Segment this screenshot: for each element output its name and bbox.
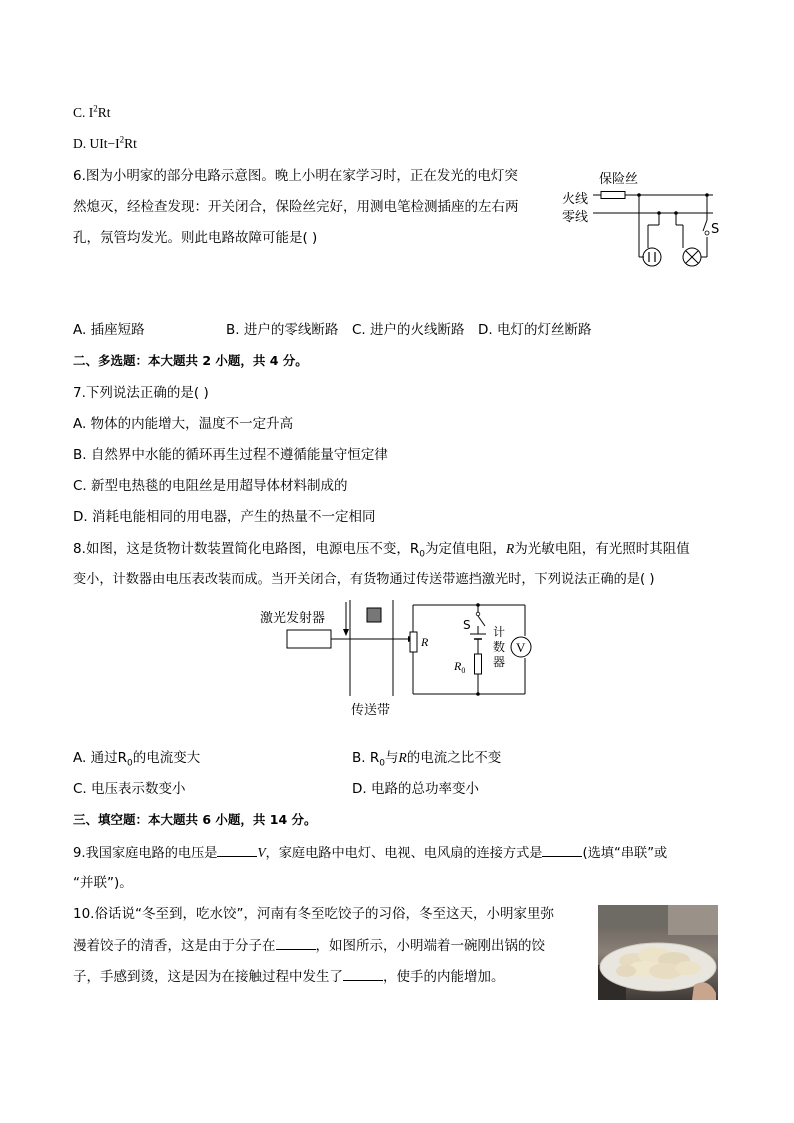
counter-label-1: 计	[493, 625, 506, 639]
q7-option-a: A. 物体的内能增大，温度不一定升高	[73, 416, 294, 432]
belt-label: 传送带	[351, 703, 391, 718]
q5-option-d: D. $UIt-I^2Rt$	[73, 134, 137, 151]
dumplings-photo	[598, 905, 718, 1000]
q8-option-b: B. $R_0$与R的电流之比不变	[352, 750, 502, 769]
laser-emitter	[287, 630, 331, 648]
section2-heading: 二、多选题：本大题共 2 小题，共 4 分。	[73, 353, 308, 368]
q7-option-b: B. 自然界中水能的循环再生过程不遵循能量守恒定律	[73, 447, 388, 463]
switch-symbol	[478, 616, 485, 626]
resistor-r0	[475, 654, 482, 674]
q9-stem-line2: “并联”)。	[73, 875, 133, 891]
q8-stem-line1: 8.如图，这是货物计数装置简化电路图，电源电压不变，$R_0$为定值电阻，R为光敏电阻，有光照时其阻值	[73, 541, 690, 560]
counter-label-2: 数	[493, 640, 506, 654]
r-label: R	[421, 635, 429, 649]
fuse-label: 保险丝	[599, 172, 639, 187]
switch-label: S	[711, 222, 720, 237]
q10-stem-line1: 10.俗话说“冬至到，吃水饺”，河南有冬至吃饺子的习俗，冬至这天，小明家里弥	[73, 906, 554, 922]
q8-option-c: C. 电压表示数变小	[73, 781, 186, 797]
q6-stem-line1: 6.图为小明家的部分电路示意图。晚上小明在家学习时，正在发光的电灯突	[73, 168, 518, 184]
q9-stem-line1: 9.我国家庭电路的电压是 V，家庭电路中电灯、电视、电风扇的连接方式是 (选填“串联”或	[73, 842, 667, 864]
q6-option-d: D. 电灯的灯丝断路	[478, 322, 592, 338]
q6-stem-line2: 然熄灭，经检查发现：开关闭合，保险丝完好，用测电笔检测插座的左右两	[73, 199, 519, 215]
voltmeter-label: V	[516, 640, 526, 655]
q6-option-a: A. 插座短路	[73, 322, 145, 338]
q8-stem-line2: 变小，计数器由电压表改装而成。当开关闭合，有货物通过传送带遮挡激光时，下列说法正确的是( )	[73, 572, 655, 587]
switch-symbol	[703, 220, 707, 231]
answer-blank[interactable]	[343, 966, 383, 981]
answer-blank[interactable]	[276, 935, 316, 950]
photoresistor-r	[410, 632, 417, 652]
q7-option-d: D. 消耗电能相同的用电器，产生的热量不一定相同	[73, 509, 376, 525]
r0-label: $R_0$	[454, 659, 466, 675]
q8-option-d: D. 电路的总功率变小	[352, 781, 479, 797]
q6-option-c: C. 进户的火线断路	[352, 322, 465, 338]
q8-circuit-figure	[255, 598, 535, 723]
q10-stem-line3: 子，手感到烫，这是因为在接触过程中发生了 ，使手的内能增加。	[73, 966, 505, 987]
q8-switch-label: S	[463, 618, 471, 632]
q6-circuit-figure	[555, 165, 730, 270]
counter-label-3: 器	[493, 655, 506, 669]
cargo-box	[367, 608, 381, 622]
live-wire-label: 火线	[562, 192, 589, 207]
section3-heading: 三、填空题：本大题共 6 小题，共 14 分。	[73, 812, 317, 827]
q7-option-c: C. 新型电热毯的电阻丝是用超导体材料制成的	[73, 478, 348, 494]
fuse-symbol	[601, 192, 625, 199]
q7-stem: 7.下列说法正确的是( )	[73, 385, 209, 401]
socket-symbol	[643, 248, 661, 266]
q6-option-b: B. 进户的零线断路	[226, 322, 339, 338]
q5-option-c: C. $I^2Rt$	[73, 103, 111, 120]
q6-stem-line3: 孔，氖管均发光。则此电路故障可能是( )	[73, 230, 318, 246]
neutral-wire-label: 零线	[562, 210, 589, 225]
laser-label: 激光发射器	[260, 611, 326, 626]
q10-stem-line2: 漫着饺子的清香，这是由于分子在 ，如图所示，小明端着一碗刚出锅的饺	[73, 935, 545, 956]
q8-option-a: A. 通过$R_0$的电流变大	[73, 750, 201, 769]
answer-blank[interactable]	[542, 842, 582, 857]
answer-blank[interactable]	[217, 842, 257, 857]
